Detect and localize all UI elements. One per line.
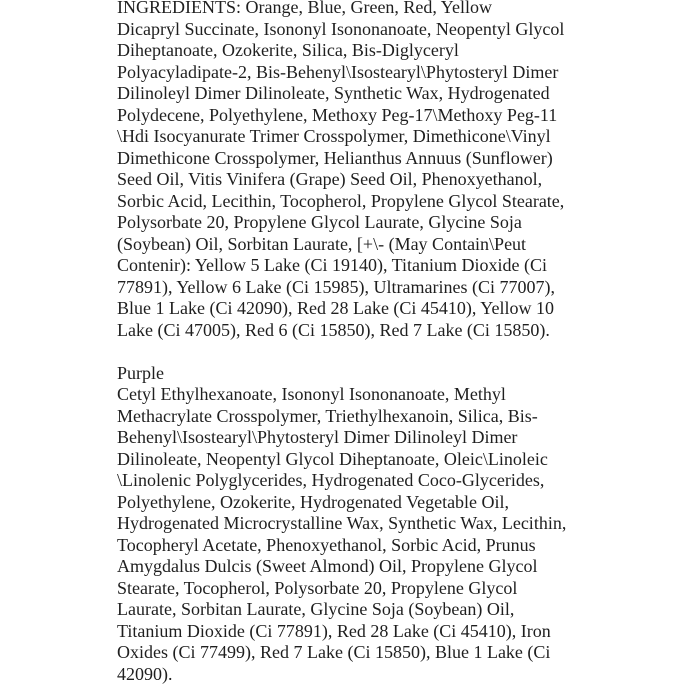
text-line: Polydecene, Polyethylene, Methoxy Peg-17\Methoxy Peg-11 [117, 104, 558, 125]
text-line: Tocopheryl Acetate, Phenoxyethanol, Sorbic Acid, Prunus [117, 534, 536, 555]
text-line: Laurate, Sorbitan Laurate, Glycine Soja (Soybean) Oil, [117, 599, 515, 620]
text-line: Blue 1 Lake (Ci 42090), Red 28 Lake (Ci 45410), Yellow 10 [117, 298, 554, 319]
section-main-ingredients [117, 0, 577, 341]
text-line: Polysorbate 20, Propylene Glycol Laurate, Glycine Soja [117, 212, 522, 233]
text-line: Sorbic Acid, Lecithin, Tocopherol, Propylene Glycol Stearate, [117, 190, 565, 211]
text-line: Seed Oil, Vitis Vinifera (Grape) Seed Oil, Phenoxyethanol, [117, 169, 543, 190]
text-line: Titanium Dioxide (Ci 77891), Red 28 Lake (Ci 45410), Iron [117, 620, 551, 641]
text-line: (Soybean) Oil, Sorbitan Laurate, [+\- (May Contain\Peut [117, 233, 527, 254]
text-line: Dimethicone Crosspolymer, Helianthus Annuus (Sunflower) [117, 147, 553, 168]
text-line: Behenyl\Isostearyl\Phytosteryl Dimer Dilinoleyl Dimer [117, 427, 518, 448]
text-line: Diheptanoate, Ozokerite, Silica, Bis-Diglyceryl [117, 40, 459, 61]
ingredients-label-document [117, 0, 577, 685]
text-line: 77891), Yellow 6 Lake (Ci 15985), Ultramarines (Ci 77007), [117, 276, 555, 297]
text-line: Polyethylene, Ozokerite, Hydrogenated Vegetable Oil, [117, 491, 510, 512]
text-line: \Hdi Isocyanurate Trimer Crosspolymer, Dimethicone\Vinyl [117, 126, 551, 147]
text-line: \Linolenic Polyglycerides, Hydrogenated Coco-Glycerides, [117, 470, 545, 491]
section-purple-ingredients [117, 363, 577, 686]
text-line: Hydrogenated Microcrystalline Wax, Synthetic Wax, Lecithin, [117, 513, 567, 534]
text-line: Methacrylate Crosspolymer, Triethylhexanoin, Silica, Bis- [117, 405, 538, 426]
text-line: Cetyl Ethylhexanoate, Isononyl Isononanoate, Methyl [117, 384, 506, 405]
text-line: INGREDIENTS: Orange, Blue, Green, Red, Yellow [117, 0, 492, 17]
text-line: Lake (Ci 47005), Red 6 (Ci 15850), Red 7 Lake (Ci 15850). [117, 319, 550, 340]
text-line: Purple [117, 362, 164, 383]
text-line: Dicapryl Succinate, Isononyl Isononanoate, Neopentyl Glycol [117, 18, 565, 39]
text-line: Stearate, Tocopherol, Polysorbate 20, Propylene Glycol [117, 577, 518, 598]
text-line: Contenir): Yellow 5 Lake (Ci 19140), Titanium Dioxide (Ci [117, 255, 547, 276]
text-line: Oxides (Ci 77499), Red 7 Lake (Ci 15850), Blue 1 Lake (Ci [117, 642, 551, 663]
text-line: Dilinoleate, Neopentyl Glycol Diheptanoate, Oleic\Linoleic [117, 448, 548, 469]
text-line: Amygdalus Dulcis (Sweet Almond) Oil, Propylene Glycol [117, 556, 538, 577]
text-line: Polyacyladipate-2, Bis-Behenyl\Isostearyl\Phytosteryl Dimer [117, 61, 559, 82]
text-line: 42090). [117, 663, 173, 684]
text-line: Dilinoleyl Dimer Dilinoleate, Synthetic Wax, Hydrogenated [117, 83, 550, 104]
